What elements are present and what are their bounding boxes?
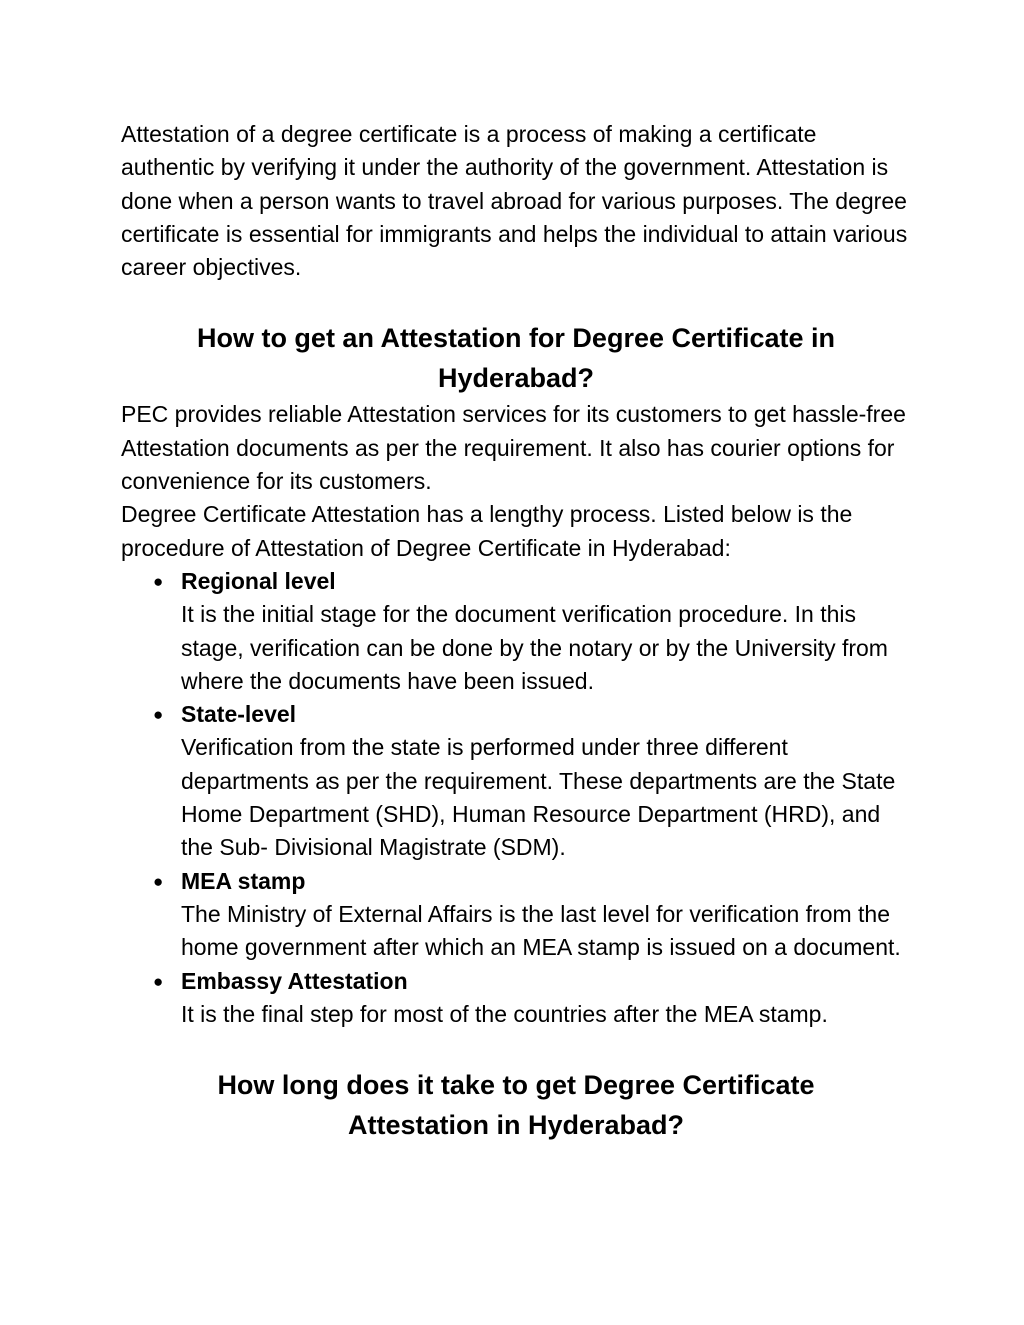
step-description: The Ministry of External Affairs is the last level for verification from the home government after which an MEA stamp is issued on a document. xyxy=(181,900,901,961)
step-title: Regional level xyxy=(181,567,336,594)
section-heading-how-to-get: How to get an Attestation for Degree Certificate in Hyderabad? xyxy=(196,323,836,394)
procedure-intro-paragraph: Degree Certificate Attestation has a lengthy process. Listed below is the procedure of Attestation of Degree Certificate in Hyderabad: xyxy=(121,501,853,561)
list-item xyxy=(121,698,911,864)
step-title: State-level xyxy=(181,701,297,728)
step-description: It is the final step for most of the countries after the MEA stamp. xyxy=(181,1000,828,1027)
bullet-icon: ● xyxy=(153,871,164,891)
pec-services-paragraph: PEC provides reliable Attestation services for its customers to get hassle-free Attestation documents as per the requirement. It also has courier options for convenience for its customers. xyxy=(121,401,906,495)
list-item xyxy=(121,965,911,1032)
section-heading-how-long: How long does it take to get Degree Certificate Attestation in Hyderabad? xyxy=(217,1070,815,1141)
step-title: Embassy Attestation xyxy=(181,967,408,994)
intro-paragraph: Attestation of a degree certificate is a process of making a certificate authentic by verifying it under the authority of the government. Attestation is done when a person wants to travel abroad for various purposes. The degree certificate is essential for immigrants and helps the individual to attain various career objectives. xyxy=(121,121,908,281)
procedure-steps-list xyxy=(121,565,911,1031)
bullet-icon: ● xyxy=(153,971,164,991)
list-item xyxy=(121,565,911,698)
step-title: MEA stamp xyxy=(181,867,306,894)
list-item xyxy=(121,865,911,965)
step-description: Verification from the state is performed under three different departments as per the requirement. These departments are the State Home Department (SHD), Human Resource Department (HRD), and the Sub- Divisional Magistrate (SDM). xyxy=(181,734,896,861)
step-description: It is the initial stage for the document verification procedure. In this stage, verification can be done by the notary or by the University from where the documents have been issued. xyxy=(181,601,888,694)
bullet-icon: ● xyxy=(153,571,164,591)
bullet-icon: ● xyxy=(153,705,164,725)
document-page xyxy=(121,118,911,1145)
